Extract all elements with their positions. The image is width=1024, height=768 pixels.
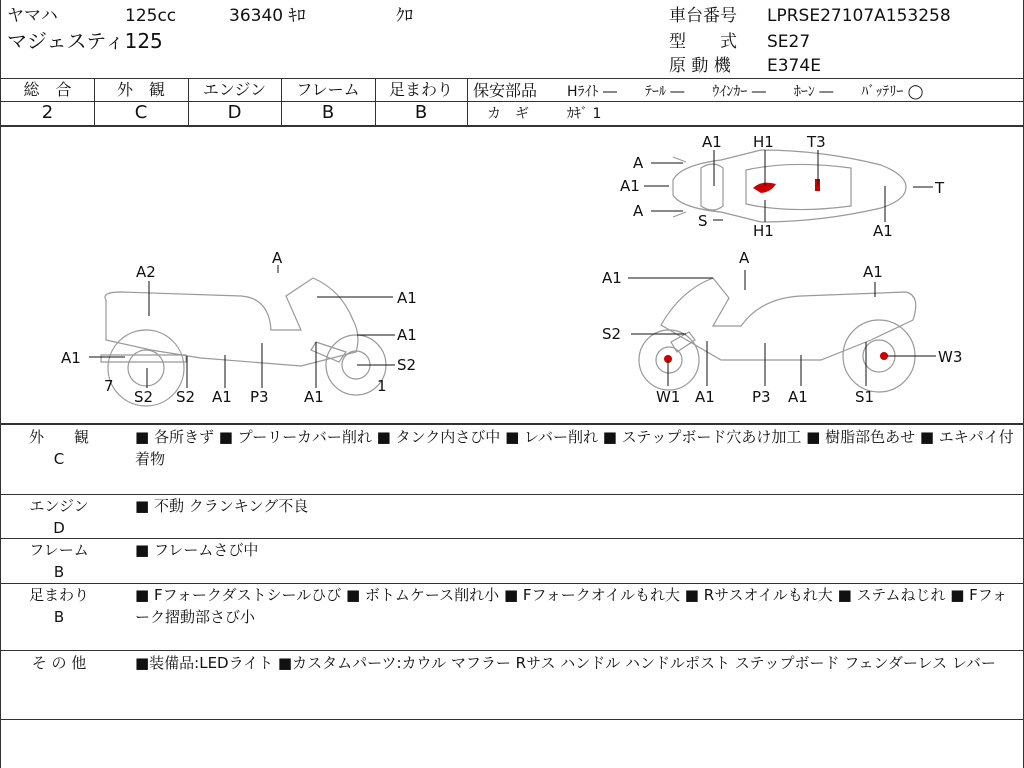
grade-exterior-value: C: [134, 102, 148, 123]
grade-frame-value: B: [321, 102, 335, 123]
divider: [1, 423, 1024, 425]
right-view-fork: [671, 332, 695, 352]
diagram-label: A1: [304, 388, 324, 406]
diagram-label: A1: [702, 133, 722, 151]
section-grade-text: B: [53, 563, 65, 581]
section-label-text: フレーム: [29, 541, 89, 559]
divider: [1, 78, 1024, 79]
left-view-muffler: [101, 355, 186, 362]
diagram-label: H1: [753, 222, 774, 240]
section-frame-text: ■ フレームさび中: [135, 541, 259, 559]
diagram-label: A1: [863, 263, 883, 281]
diagram-label: H1: [753, 133, 774, 151]
diagram-label: A2: [136, 263, 156, 281]
color: ｸﾛ: [396, 6, 413, 26]
section-label-text: 外 観: [28, 428, 89, 446]
grade-frame-label: フレーム: [296, 80, 360, 99]
diagram-label: 7: [104, 377, 114, 395]
top-view-handlebar: [701, 164, 723, 210]
diagram-label: S2: [176, 388, 196, 406]
diagram-label: A1: [397, 289, 417, 307]
section-grade-text: C: [53, 450, 65, 468]
grade-overall-label: 総 合: [23, 80, 72, 99]
diagram-label: A1: [788, 388, 808, 406]
diagram-label: T3: [807, 133, 826, 151]
mileage: 36340 ｷﾛ: [229, 6, 306, 26]
section-exterior-label: [9, 426, 109, 470]
diagram-label: A1: [620, 177, 640, 195]
diagram-label: P3: [250, 388, 269, 406]
key-value: ｶｷﾞ 1: [567, 106, 602, 122]
diagram-label: S2: [134, 388, 154, 406]
diagram-label: A: [633, 202, 644, 220]
section-label-text: 足まわり: [28, 586, 89, 604]
type-value: SE27: [767, 32, 811, 52]
diagram-label: A1: [212, 388, 232, 406]
chassis-label: 車台番号: [669, 6, 737, 26]
section-exterior-text: ■ 各所きず ■ プーリーカバー削れ ■ タンク内さび中 ■ レバー削れ ■ ステップボード穴あけ加工 ■ 樹脂部色あせ ■ エキパイ付着物: [135, 428, 1014, 468]
diagram-label: S1: [855, 388, 875, 406]
section-engine-text: ■ 不動 クランキング不良: [135, 497, 309, 515]
section-grade-text: B: [53, 608, 65, 626]
model-name: マジェスティ125: [7, 29, 163, 53]
safety-title: 保安部品: [473, 81, 538, 100]
diagram-label: A1: [873, 222, 893, 240]
damage-diagram: [1, 127, 1023, 423]
grade-overall-value: 2: [41, 102, 54, 123]
diagram-label: A: [633, 154, 644, 172]
diagram-label: S2: [397, 356, 417, 374]
diagram-label: A1: [602, 269, 622, 287]
grade-engine-label: エンジン: [202, 80, 267, 99]
grade-exterior-label: 外 観: [116, 80, 165, 99]
section-engine-label: [9, 495, 109, 539]
chassis-number: LPRSE27107A153258: [767, 6, 951, 26]
grade-suspension-value: B: [414, 102, 428, 123]
section-frame-label: [9, 539, 109, 583]
divider: [467, 78, 468, 126]
diagram-label: A: [739, 249, 750, 267]
diagram-label: S: [698, 212, 708, 230]
section-suspension-text: ■ Fフォークダストシールひび ■ ボトムケース削れ小 ■ Fフォークオイルもれ大 ■ Rサスオイルもれ大 ■ ステムねじれ ■ Fフォーク摺動部さび小: [135, 586, 1008, 626]
diagram-label: 1: [377, 377, 387, 395]
diagram-label: S2: [602, 325, 622, 343]
section-label-text: そ の 他: [31, 654, 87, 672]
right-view-body: [661, 278, 916, 360]
divider: [1, 650, 1024, 651]
grade-engine-value: D: [227, 102, 242, 123]
engine-code-value: E374E: [767, 56, 821, 76]
section-label-text: エンジン: [29, 497, 89, 515]
diagram-label: A1: [61, 349, 81, 367]
safety-items: Hﾗｲﾄ ― ﾃｰﾙ ― ｳｲﾝｶｰ ― ﾎｰﾝ ― ﾊﾞｯﾃﾘｰ ◯: [567, 84, 924, 100]
left-view-body: [105, 278, 358, 366]
divider: [1, 719, 1024, 720]
maker: ヤマハ: [7, 6, 58, 26]
type-label: 型 式: [669, 32, 737, 52]
diagram-label: A: [272, 249, 283, 267]
diagram-label: W3: [938, 348, 963, 366]
section-other-text: ■装備品:LEDライト ■カスタムパーツ:カウル マフラー Rサス ハンドル ハンドルポスト ステップボード フェンダーレス レバー: [135, 654, 996, 672]
section-other-label: [9, 652, 109, 674]
engine-code-label: 原 動 機: [669, 56, 731, 76]
diagram-label: A1: [695, 388, 715, 406]
grade-suspension-label: 足まわり: [388, 80, 453, 99]
diagram-label: W1: [656, 388, 681, 406]
diagram-label: A1: [397, 326, 417, 344]
section-suspension-label: [9, 584, 109, 628]
key-label: カ ギ: [487, 106, 529, 122]
right-view-damage-mark: [880, 352, 888, 360]
top-view-mirrors: [673, 157, 686, 217]
diagram-label: T: [935, 179, 945, 197]
displacement: 125cc: [125, 6, 177, 26]
diagram-label: P3: [752, 388, 771, 406]
top-view-body: [673, 150, 906, 222]
section-grade-text: D: [53, 519, 65, 537]
